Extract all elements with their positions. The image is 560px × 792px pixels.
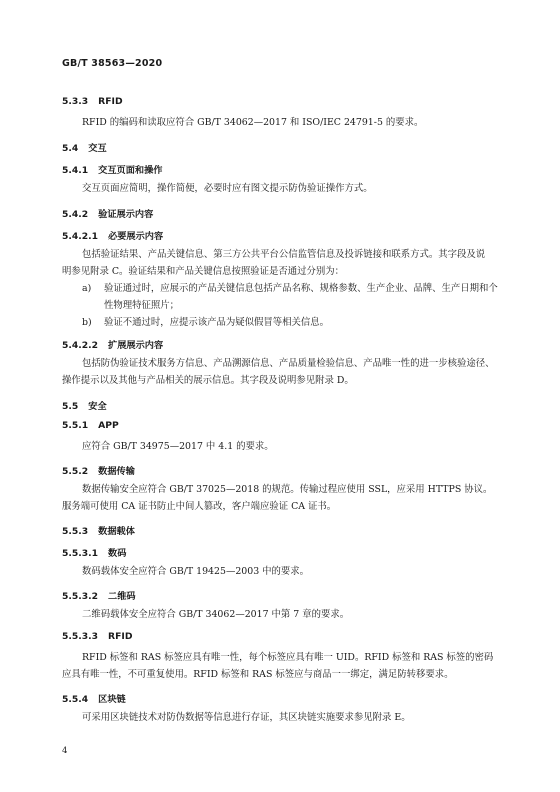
heading-5-5-3-3 — [62, 631, 132, 642]
section-title: RFID — [108, 631, 133, 642]
paragraph-extended-line1: 包括防伪验证技术服务方信息、产品溯源信息、产品质量检验信息、产品唯一性的进一步核验途径、 — [82, 358, 495, 369]
section-title: 二维码 — [108, 591, 136, 602]
section-number: 5.4.2.2 — [62, 340, 99, 351]
section-title: 数据传输 — [98, 466, 135, 477]
section-title: 数据载体 — [98, 526, 135, 537]
section-number: 5.5.1 — [62, 420, 89, 431]
section-number: 5.4.2 — [62, 209, 89, 220]
page-number: 4 — [62, 746, 68, 756]
heading-5-3-3 — [62, 96, 123, 107]
list-marker: a) — [82, 283, 92, 294]
section-number: 5.5.3.2 — [62, 591, 99, 602]
heading-5-4-2 — [62, 206, 153, 220]
section-number: 5.4.1 — [62, 165, 89, 176]
section-title: 数码 — [108, 548, 127, 559]
paragraph-blockchain: 可采用区块链技术对防伪数据等信息进行存证，其区块链实施要求参见附录 E。 — [82, 712, 411, 723]
section-title: 验证展示内容 — [98, 209, 154, 220]
paragraph-required-line2: 明参见附录 C。验证结果和产品关键信息按照验证是否通过分别为： — [62, 266, 345, 277]
heading-5-5-4 — [62, 691, 126, 705]
paragraph-required-line1: 包括验证结果、产品关键信息、第三方公共平台公信监管信息及投诉链接和联系方式。其字段及说 — [82, 249, 486, 260]
section-title: 安全 — [88, 401, 107, 412]
section-title: 扩展展示内容 — [108, 340, 164, 351]
paragraph-extended-line2: 操作提示以及其他与产品相关的展示信息。其字段及说明参见附录 D。 — [62, 375, 354, 386]
section-number: 5.5.2 — [62, 466, 89, 477]
section-title: APP — [98, 420, 119, 431]
list-item-b — [82, 314, 329, 331]
section-number: 5.5.3.1 — [62, 548, 99, 559]
heading-5-5-1 — [62, 420, 119, 431]
paragraph-rfid-tag-line2: 应具有唯一性，不可重复使用。RFID 标签和 RAS 标签应与商品一一绑定，满足防转移要求。 — [62, 669, 454, 680]
list-item-a — [82, 280, 498, 297]
paragraph-app: 应符合 GB/T 34975—2017 中 4.1 的要求。 — [82, 441, 274, 452]
paragraph-rfid-tag-line1: RFID 标签和 RAS 标签应具有唯一性，每个标签应具有唯一 UID。RFID 标签和 RAS 标签的密码 — [82, 652, 494, 663]
heading-5-4-2-2 — [62, 337, 163, 351]
section-title: 必要展示内容 — [108, 231, 164, 242]
paragraph-transmission-line2: 服务端可使用 CA 证书防止中间人篡改，客户端应验证 CA 证书。 — [62, 501, 337, 512]
section-number: 5.4 — [62, 143, 79, 154]
heading-5-5-3 — [62, 523, 135, 537]
list-item-a-continued: 性物理特征照片； — [104, 300, 180, 311]
heading-5-5 — [62, 398, 107, 412]
paragraph-transmission-line1: 数据传输安全应符合 GB/T 37025—2018 的规范。传输过程应使用 SSL，应采用 HTTPS 协议。 — [82, 484, 493, 495]
paragraph-rfid-encoding: RFID 的编码和读取应符合 GB/T 34062—2017 和 ISO/IEC 24791-5 的要求。 — [82, 117, 424, 128]
list-item-text: 验证通过时，应展示的产品关键信息包括产品名称、规格参数、生产企业、品牌、生产日期和个 — [104, 283, 498, 294]
heading-5-4 — [62, 140, 107, 154]
section-title: RFID — [98, 96, 123, 107]
heading-5-5-3-2 — [62, 588, 136, 602]
paragraph-interaction: 交互页面应简明，操作简便，必要时应有图文提示防伪验证操作方式。 — [82, 183, 373, 194]
paragraph-qr-code: 二维码载体安全应符合 GB/T 34062—2017 中第 7 章的要求。 — [82, 609, 350, 620]
paragraph-digital-code: 数码载体安全应符合 GB/T 19425—2003 中的要求。 — [82, 566, 310, 577]
standard-code-header: GB/T 38563—2020 — [62, 58, 163, 69]
heading-5-5-2 — [62, 463, 135, 477]
heading-5-5-3-1 — [62, 545, 126, 559]
list-marker: b) — [82, 317, 92, 328]
section-title: 交互页面和操作 — [98, 165, 163, 176]
section-title: 交互 — [88, 143, 107, 154]
heading-5-4-1 — [62, 162, 162, 176]
list-item-text: 验证不通过时，应提示该产品为疑似假冒等相关信息。 — [104, 317, 330, 328]
section-number: 5.5.3.3 — [62, 631, 99, 642]
heading-5-4-2-1 — [62, 228, 163, 242]
section-number: 5.5 — [62, 401, 79, 412]
section-number: 5.5.3 — [62, 526, 89, 537]
section-number: 5.3.3 — [62, 96, 89, 107]
section-title: 区块链 — [98, 694, 126, 705]
section-number: 5.5.4 — [62, 694, 89, 705]
section-number: 5.4.2.1 — [62, 231, 99, 242]
